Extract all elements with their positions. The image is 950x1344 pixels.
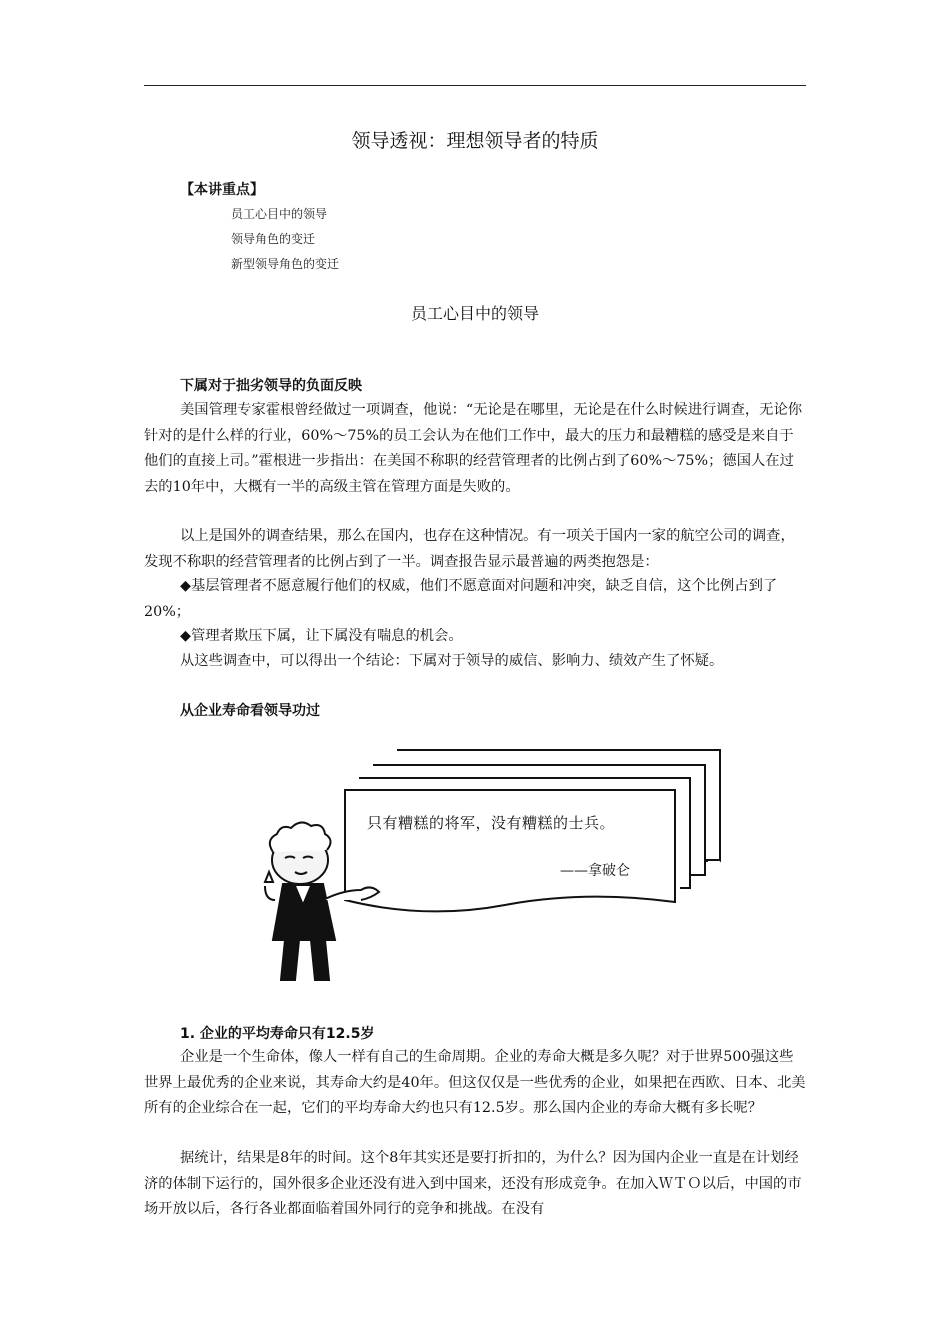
quote-author: ——拿破仑	[560, 863, 630, 879]
bullet-paragraph: ◆管理者欺压下属，让下属没有喘息的机会。	[180, 628, 463, 644]
key-points-heading: 【本讲重点】	[180, 182, 264, 198]
page-title: 领导透视：理想领导者的特质	[351, 130, 599, 152]
quote-illustration	[255, 740, 735, 990]
paragraph: 据统计，结果是8年的时间。这个8年其实还是要打折扣的，为什么？因为国内企业一直是在计划经济的体制下运行的，国外很多企业还没有进入到中国来，还没有形成竞争。在加入ＷＴＯ以后，中国的市场开放以后，各行各业都面临着国外同行的竞争和挑战。在没有	[144, 1150, 802, 1217]
key-point-item: 领导角色的变迁	[231, 232, 316, 246]
paragraph: 从这些调查中，可以得出一个结论：下属对于领导的威信、影响力、绩效产生了怀疑。	[180, 653, 724, 669]
paragraph: 美国管理专家霍根曾经做过一项调查，他说：“无论是在哪里，无论是在什么时候进行调查，无论你针对的是什么样的行业，60%～75%的员工会认为在他们工作中，最大的压力和最糟糕的感受是来自于他们的直接上司。”霍根进一步指出：在美国不称职的经营管理者的比例占到了60%～75%；德国人在过去的10年中，大概有一半的高级主管在管理方面是失败的。	[144, 402, 803, 495]
quote-figure	[255, 740, 735, 990]
section-title: 员工心目中的领导	[410, 304, 539, 323]
key-point-item: 员工心目中的领导	[231, 207, 328, 221]
quote-text: 只有糟糕的将军，没有糟糕的士兵。	[367, 814, 616, 832]
paragraph: 以上是国外的调查结果，那么在国内，也存在这种情况。有一项关于国内一家的航空公司的调查，发现不称职的经营管理者的比例占到了一半。调查报告显示最普遍的两类抱怨是：	[144, 528, 795, 570]
header-rule	[144, 85, 806, 86]
point-heading: 1. 企业的平均寿命只有12.5岁	[180, 1026, 375, 1042]
subsection-heading: 下属对于拙劣领导的负面反映	[180, 378, 362, 394]
bullet-paragraph: ◆基层管理者不愿意履行他们的权威，他们不愿意面对问题和冲突，缺乏自信，这个比例占到了20%；	[144, 578, 778, 620]
paragraph: 企业是一个生命体，像人一样有自己的生命周期。企业的寿命大概是多久呢？对于世界500强这些世界上最优秀的企业来说，其寿命大约是40年。但这仅仅是一些优秀的企业，如果把在西欧、日本、北美所有的企业综合在一起，它们的平均寿命大约也只有12.5岁。那么国内企业的寿命大概有多长呢？	[144, 1049, 806, 1116]
subsection-heading: 从企业寿命看领导功过	[180, 703, 320, 719]
key-point-item: 新型领导角色的变迁	[231, 257, 340, 271]
